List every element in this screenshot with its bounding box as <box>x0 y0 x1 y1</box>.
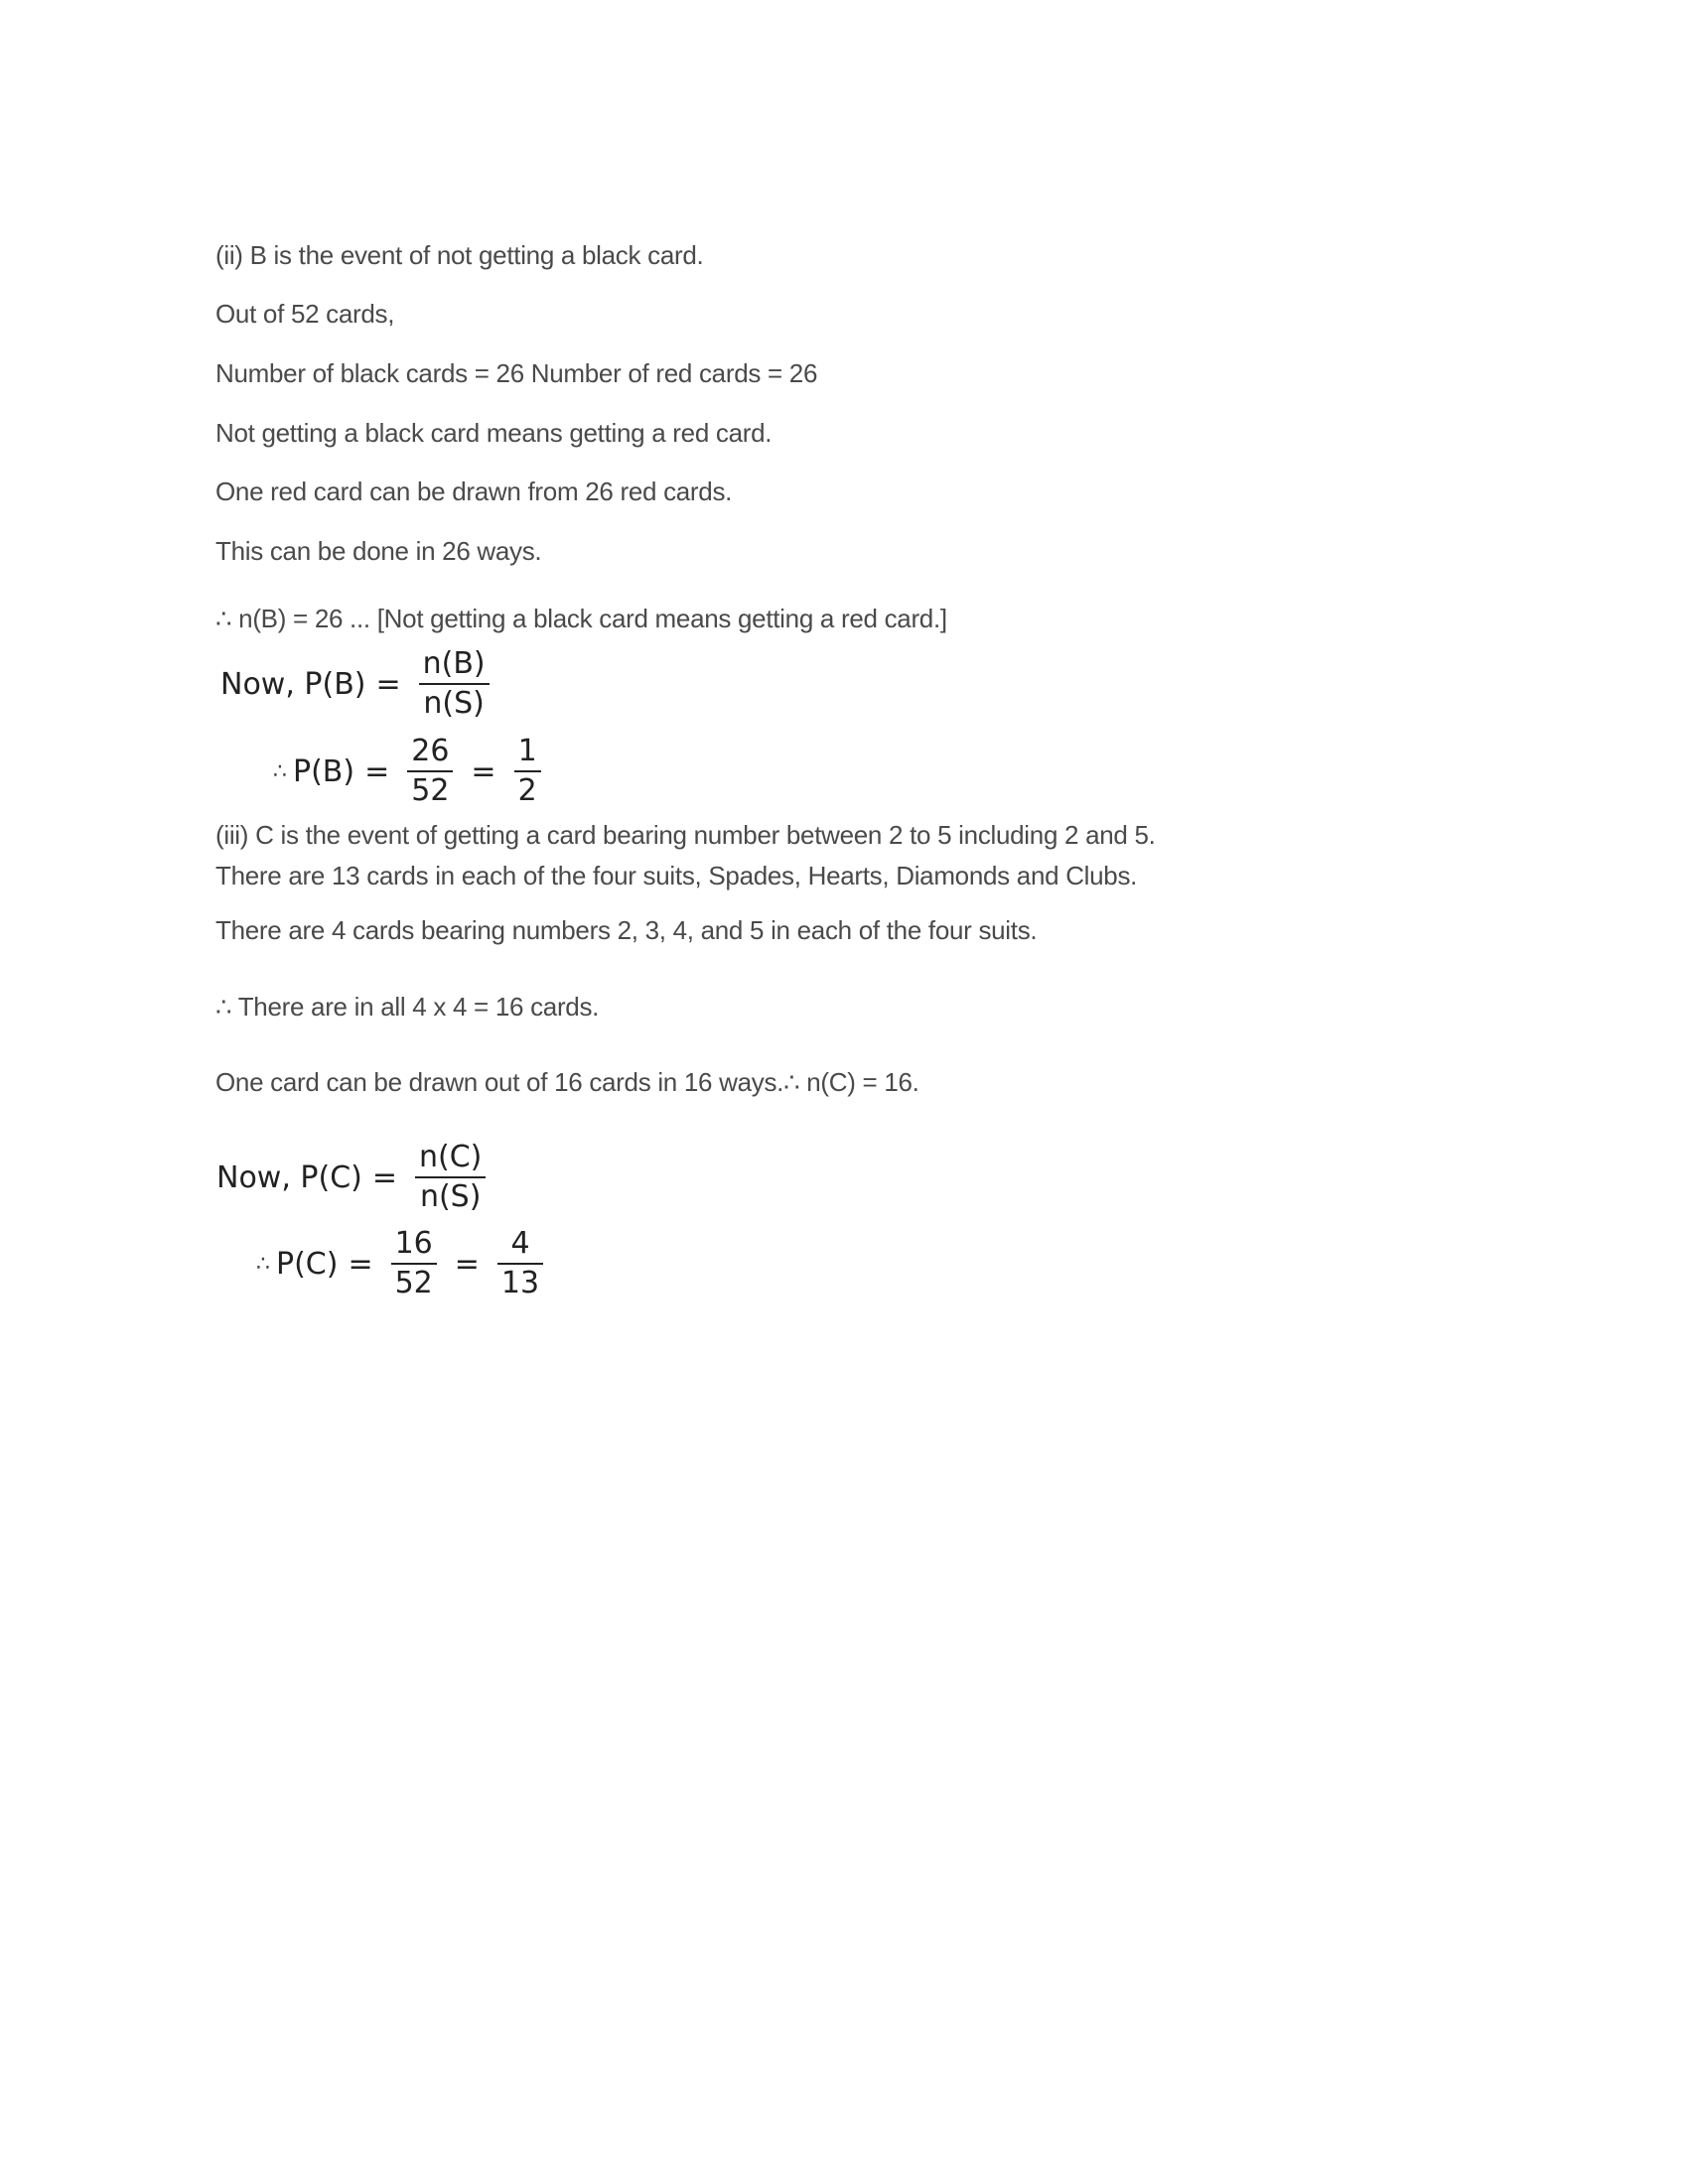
fraction <box>391 1225 437 1302</box>
text-line: There are 13 cards in each of the four suits, Spades, Hearts, Diamonds and Clubs. <box>215 861 1138 890</box>
numerator: 4 <box>510 1226 530 1261</box>
numerator: n(C) <box>419 1140 483 1174</box>
equals-sign: = <box>348 1246 373 1282</box>
text-line: Number of black cards = 26 Number of red cards = 26 <box>215 358 818 388</box>
equals-sign: = <box>371 1160 397 1195</box>
denominator: 2 <box>517 773 537 808</box>
text-line: This can be done in 26 ways. <box>215 536 542 566</box>
text-line: There are 4 cards bearing numbers 2, 3, 4, and 5 in each of the four suits. <box>215 915 1038 945</box>
denominator: 52 <box>394 1266 433 1300</box>
formula-lhs: Now, P(B) <box>220 666 366 702</box>
numerator: 16 <box>394 1226 433 1261</box>
fraction <box>407 733 453 810</box>
part-iii-heading: (iii) C is the event of getting a card bearing number between 2 to 5 including 2 and 5. <box>215 820 1156 850</box>
numerator: 26 <box>411 734 450 768</box>
denominator: n(S) <box>419 1179 482 1214</box>
formula-lhs: P(B) <box>293 753 355 789</box>
text-line: Out of 52 cards, <box>215 299 395 329</box>
denominator: 52 <box>411 773 450 808</box>
formula-p-b-definition <box>220 645 497 723</box>
denominator: n(S) <box>423 686 485 721</box>
formula-p-c-value <box>256 1225 551 1302</box>
part-ii-heading: (ii) B is the event of not getting a black card. <box>215 240 704 270</box>
equals-sign: = <box>364 753 390 789</box>
text-line: ∴ n(B) = 26 ... [Not getting a black card means getting a red card.] <box>215 604 947 633</box>
fraction <box>419 645 490 723</box>
formula-lhs: P(C) <box>276 1246 339 1282</box>
numerator: n(B) <box>422 646 486 681</box>
therefore-symbol: ∴ <box>256 1251 270 1277</box>
therefore-symbol: ∴ <box>273 758 287 784</box>
fraction <box>514 733 541 810</box>
text-line: One red card can be drawn from 26 red cards. <box>215 477 733 506</box>
equals-sign: = <box>454 1246 480 1282</box>
text-line: ∴ There are in all 4 x 4 = 16 cards. <box>215 992 600 1022</box>
formula-lhs: Now, P(C) <box>216 1160 362 1195</box>
text-line: Not getting a black card means getting a red card. <box>215 418 773 448</box>
equals-sign: = <box>471 753 496 789</box>
formula-p-c-definition <box>216 1139 493 1216</box>
formula-p-b-value <box>273 733 549 810</box>
fraction <box>415 1139 486 1216</box>
numerator: 1 <box>517 734 537 768</box>
equals-sign: = <box>375 666 401 702</box>
denominator: 13 <box>500 1266 540 1300</box>
text-line: One card can be drawn out of 16 cards in 16 ways.∴ n(C) = 16. <box>215 1067 919 1097</box>
fraction <box>497 1225 543 1302</box>
